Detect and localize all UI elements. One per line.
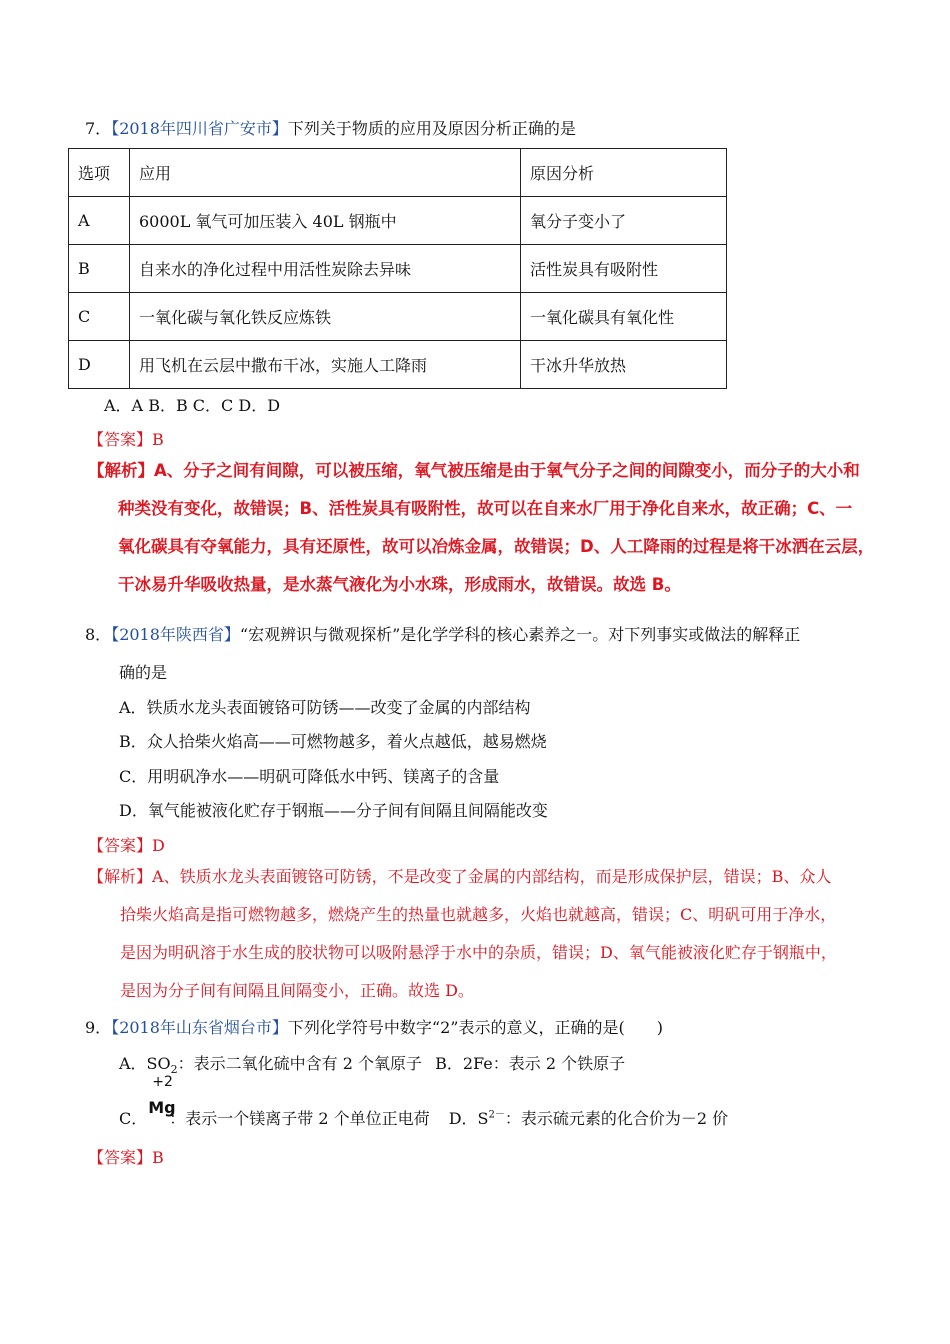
answer-value: B [152, 430, 164, 449]
q8-option-a: A．铁质水龙头表面镀铬可防锈——改变了金属的内部结构 [119, 698, 531, 717]
q7-stem: 下列关于物质的应用及原因分析正确的是 [287, 119, 576, 138]
table-cell: 用飞机在云层中撒布干冰，实施人工降雨 [130, 341, 521, 389]
q7-heading [85, 116, 576, 139]
analysis-line: A、分子之间有间隙，可以被压缩，氧气被压缩是由于氧气分子之间的间隙变小，而分子的大小和 [154, 461, 860, 480]
option-text: ：表示二氧化硫中含有 2 个氧原子 [177, 1054, 422, 1073]
table-cell: 氧分子变小了 [521, 197, 727, 245]
table-cell: 干冰升华放热 [521, 341, 727, 389]
analysis-label: 【解析】 [88, 461, 154, 480]
analysis-label: 【解析】 [88, 867, 153, 886]
table-cell: 自来水的净化过程中用活性炭除去异味 [130, 245, 521, 293]
analysis-line: 干冰易升华吸收热量，是水蒸气液化为小水珠，形成雨水，故错误。故选 B。 [118, 575, 681, 594]
q8-answer [88, 833, 165, 856]
table-cell: 一氧化碳与氧化铁反应炼铁 [130, 293, 521, 341]
q9-source: 【2018年山东省烟台市】 [111, 1018, 288, 1037]
superscript: +2 [152, 1074, 173, 1090]
table-row [69, 245, 727, 293]
q8-number: 8． [85, 625, 112, 644]
q8-stem: “宏观辨识与微观探析”是化学学科的核心素养之一。对下列事实或做法的解释正 [239, 625, 801, 644]
table-header-row [69, 149, 727, 197]
q8-option-b: B．众人拾柴火焰高——可燃物越多，着火点越低，越易燃烧 [119, 732, 547, 751]
table-cell: C [69, 293, 130, 341]
q8-option-d: D．氧气能被液化贮存于钢瓶——分子间有间隔且间隔能改变 [119, 801, 548, 820]
option-text: ：表示一个镁离子带 2 个单位正电荷 [169, 1109, 430, 1128]
option-text: C． [119, 1109, 148, 1128]
q8-heading [85, 622, 800, 645]
superscript: 2－ [488, 1109, 505, 1121]
q9-number: 9． [85, 1018, 112, 1037]
answer-value: B [152, 1148, 164, 1167]
table-header-cell: 原因分析 [521, 149, 727, 197]
q8-source: 【2018年陕西省】 [111, 625, 240, 644]
q9-option-b: B．2Fe：表示 2 个铁原子 [435, 1054, 626, 1073]
q9-options-cd [119, 1074, 729, 1129]
q7-number: 7． [85, 119, 112, 138]
answer-label: 【答案】 [88, 836, 153, 855]
table-cell: D [69, 341, 130, 389]
q9-options-ab [119, 1051, 625, 1076]
subscript: 2 [170, 1063, 178, 1077]
analysis-line: 是因为明矾溶于水生成的胶状物可以吸附悬浮于水中的杂质，错误；D、氧气能被液化贮存于钢瓶中， [120, 943, 837, 962]
q9-stem: 下列化学符号中数字“2”表示的意义，正确的是( ) [287, 1018, 663, 1037]
option-text: A．SO [119, 1054, 171, 1073]
q7-answer [88, 427, 164, 450]
q7-choices: A．A B．B C．C D．D [104, 396, 281, 415]
option-text: D．S [448, 1109, 489, 1128]
mg-valence-symbol [147, 1074, 176, 1124]
analysis-line: 种类没有变化，故错误；B、活性炭具有吸附性，故可以在自来水厂用于净化自来水，故正确；C、一 [118, 499, 853, 518]
q9-answer [88, 1145, 164, 1168]
analysis-line: A、铁质水龙头表面镀铬可防锈，不是改变了金属的内部结构，而是形成保护层，错误；B、众人 [152, 867, 832, 886]
q8-option-c: C．用明矾净水——明矾可降低水中钙、镁离子的含量 [119, 767, 500, 786]
table-cell: B [69, 245, 130, 293]
answer-label: 【答案】 [88, 1148, 153, 1167]
q9-option-a [119, 1054, 422, 1077]
table-cell: A [69, 197, 130, 245]
q7-options-table [68, 148, 727, 389]
q8-analysis [88, 858, 837, 1010]
analysis-line: 拾柴火焰高是指可燃物越多，燃烧产生的热量也就越多，火焰也就越高，错误；C、明矾可用于净水， [120, 905, 837, 924]
table-row [69, 197, 727, 245]
table-cell: 活性炭具有吸附性 [521, 245, 727, 293]
option-text: ：表示硫元素的化合价为－2 价 [504, 1109, 729, 1128]
q7-source: 【2018年四川省广安市】 [111, 119, 288, 138]
element-symbol: Mg [148, 1098, 176, 1117]
table-row [69, 293, 727, 341]
answer-label: 【答案】 [88, 430, 153, 449]
q7-analysis [88, 452, 874, 604]
q9-option-c [119, 1074, 430, 1128]
analysis-line: 是因为分子间有间隔且间隔变小，正确。故选 D。 [120, 981, 474, 1000]
table-cell: 6000L 氧气可加压装入 40L 钢瓶中 [130, 197, 521, 245]
q8-stem-line2: 确的是 [119, 663, 168, 682]
q9-heading [85, 1015, 663, 1038]
table-cell: 一氧化碳具有氧化性 [521, 293, 727, 341]
analysis-line: 氧化碳具有夺氧能力，具有还原性，故可以冶炼金属，故错误；D、人工降雨的过程是将干冰洒在云层， [118, 537, 875, 556]
answer-value: D [152, 836, 165, 855]
table-header-cell: 选项 [69, 149, 130, 197]
table-row [69, 341, 727, 389]
q9-option-d [449, 1109, 728, 1128]
table-header-cell: 应用 [130, 149, 521, 197]
